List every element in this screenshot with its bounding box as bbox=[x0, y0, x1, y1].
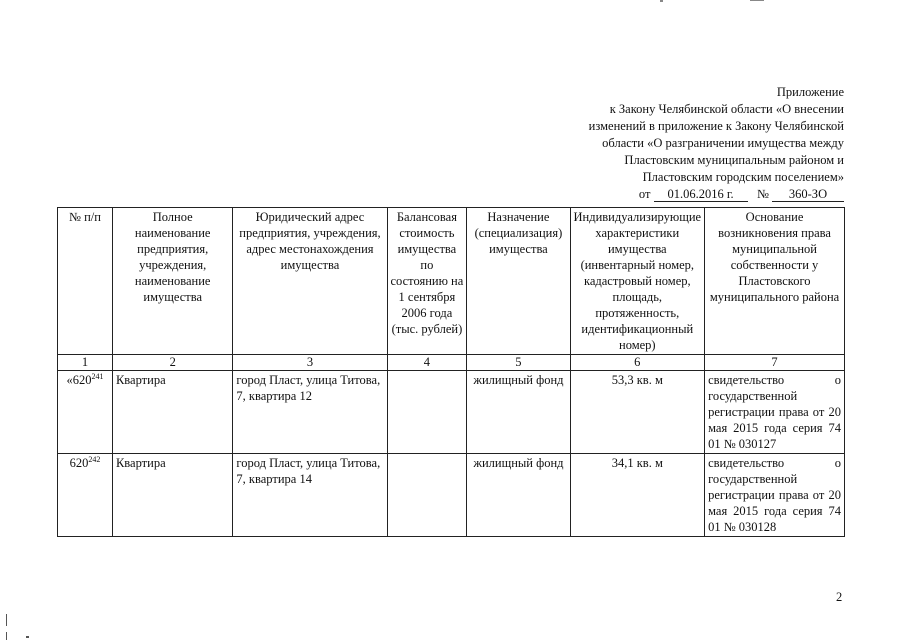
row-balance-value bbox=[387, 454, 467, 537]
scan-artifact bbox=[750, 0, 764, 1]
row-number: «$620^{241}$ bbox=[58, 371, 113, 454]
appendix-line: к Закону Челябинской области «О внесении bbox=[609, 102, 844, 116]
scan-artifact bbox=[6, 614, 7, 626]
row-characteristics: 34,1 кв. м bbox=[570, 454, 705, 537]
column-number: 4 bbox=[387, 355, 467, 371]
row-characteristics: 53,3 кв. м bbox=[570, 371, 705, 454]
column-number: 1 bbox=[58, 355, 113, 371]
header-balance-value: Балансовая стоимость имущества по состоянию на 1 сентября 2006 года (тыс. рублей) bbox=[387, 208, 467, 355]
column-number: 7 bbox=[705, 355, 845, 371]
row-name: Квартира bbox=[112, 371, 232, 454]
table-header-row bbox=[58, 208, 845, 355]
law-date: 01.06.2016 г. bbox=[654, 188, 748, 202]
scan-artifact bbox=[660, 0, 663, 2]
scan-artifact bbox=[6, 632, 7, 640]
law-number: 360-ЗО bbox=[772, 188, 844, 202]
appendix-header bbox=[524, 84, 844, 203]
column-number-row bbox=[58, 355, 845, 371]
from-label: от bbox=[638, 187, 651, 201]
row-basis: свидетельство о государственной регистрации права от 20 мая 2015 года серия 74 01 № 030128 bbox=[705, 454, 845, 537]
header-purpose: Назначение (специализация) имущества bbox=[467, 208, 570, 355]
row-purpose: жилищный фонд bbox=[467, 371, 570, 454]
law-reference bbox=[524, 186, 844, 203]
row-basis: свидетельство о государственной регистрации права от 20 мая 2015 года серия 74 01 № 030127 bbox=[705, 371, 845, 454]
appendix-line: Пластовским городским поселением» bbox=[642, 170, 844, 184]
page-number: 2 bbox=[836, 590, 843, 604]
header-characteristics: Индивидуализирующие характеристики имущества (инвентарный номер, кадастровый номер, площадь, протяженность, идентификационный номер) bbox=[570, 208, 705, 355]
scan-artifact bbox=[26, 636, 29, 638]
property-table bbox=[57, 207, 845, 537]
header-basis: Основание возникновения права муниципальной собственности у Пластовского муниципального района bbox=[705, 208, 845, 355]
row-name: Квартира bbox=[112, 454, 232, 537]
row-address: город Пласт, улица Титова, 7, квартира 14 bbox=[233, 454, 387, 537]
table-row bbox=[58, 371, 845, 454]
column-number: 3 bbox=[233, 355, 387, 371]
column-number: 5 bbox=[467, 355, 570, 371]
header-address: Юридический адрес предприятия, учреждения, адрес местонахождения имущества bbox=[233, 208, 387, 355]
appendix-line: изменений в приложение к Закону Челябинской bbox=[588, 119, 844, 133]
column-number: 2 bbox=[112, 355, 232, 371]
number-label: № bbox=[756, 187, 769, 201]
appendix-line: Приложение bbox=[776, 85, 844, 99]
header-number: № п/п bbox=[58, 208, 113, 355]
row-purpose: жилищный фонд bbox=[467, 454, 570, 537]
header-name: Полное наименование предприятия, учреждения, наименование имущества bbox=[112, 208, 232, 355]
table-row bbox=[58, 454, 845, 537]
appendix-line: области «О разграничении имущества между bbox=[602, 136, 844, 150]
row-balance-value bbox=[387, 371, 467, 454]
column-number: 6 bbox=[570, 355, 705, 371]
row-address: город Пласт, улица Титова, 7, квартира 12 bbox=[233, 371, 387, 454]
appendix-line: Пластовским муниципальным районом и bbox=[624, 153, 844, 167]
row-number: $620^{242}$ bbox=[58, 454, 113, 537]
